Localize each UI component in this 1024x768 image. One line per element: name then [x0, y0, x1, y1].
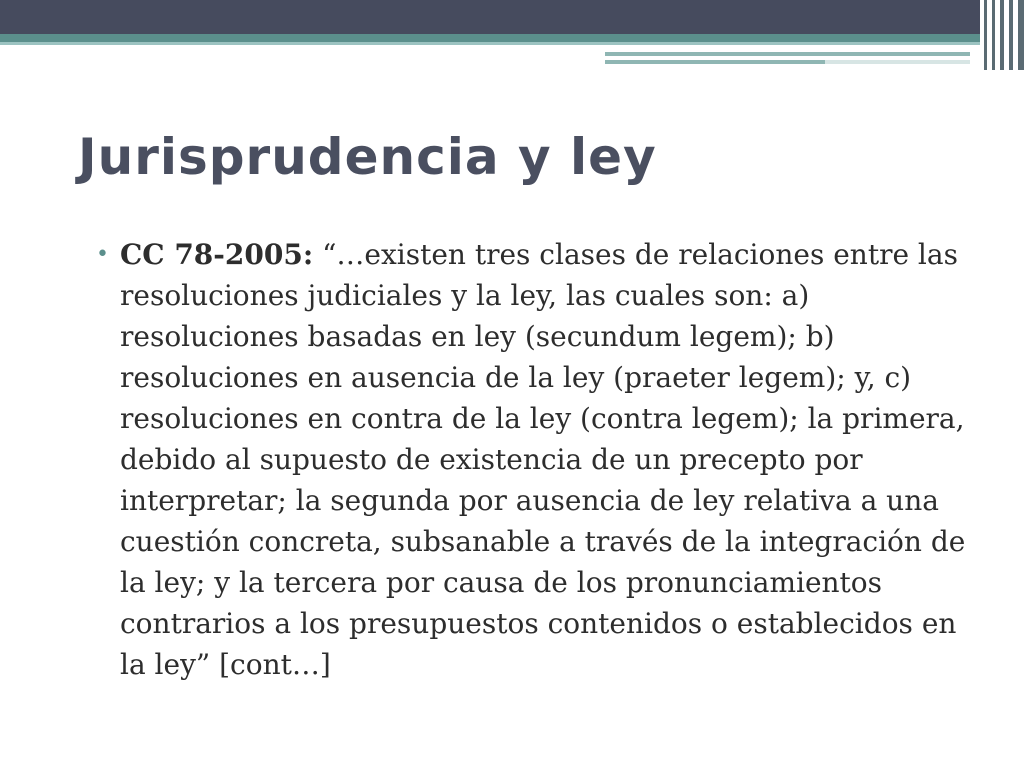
case-reference: CC 78-2005: [120, 238, 314, 271]
bullet-list [96, 234, 976, 685]
header-band [0, 0, 1024, 34]
stripe [1000, 0, 1004, 70]
slide-title: Jurisprudencia y ley [78, 128, 657, 186]
stripe [984, 0, 987, 70]
quote-text: “…existen tres clases de relaciones entre las resoluciones judiciales y la ley, las cuales son: a) resoluciones basadas en ley (secundum legem); b) resoluciones en ausencia de la ley (praeter legem); y, c) resoluciones en contra de la ley (contra legem); la primera, debido al supuesto de existencia de un precepto por interpretar; la segunda por ausencia de ley relativa a una cuestión concreta, subsanable a través de la integración de la ley; y la tercera por causa de los pronunciamientos contrarios a los presupuestos contenidos o establecidos en la ley” [cont…] [120, 238, 966, 681]
bullet-marker: • [96, 242, 109, 267]
header-accent-thin-line [0, 42, 1024, 45]
bullet-item [96, 234, 976, 685]
corner-stripes [980, 0, 1024, 70]
header-accent-bar [605, 52, 970, 56]
stripe [1018, 0, 1024, 70]
stripe [992, 0, 995, 70]
stripe [1009, 0, 1013, 70]
header-accent-bar [605, 60, 825, 64]
header-accent-bar [825, 60, 970, 64]
header-accent-line [0, 34, 1024, 42]
